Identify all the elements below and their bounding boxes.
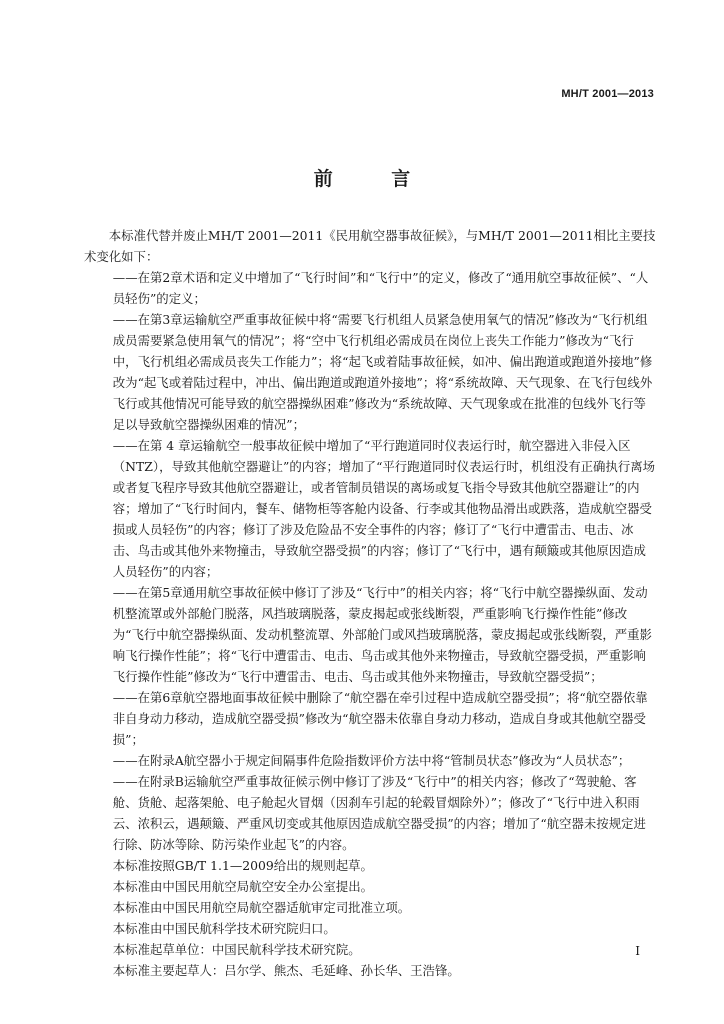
administrator: 本标准由中国民航科学技术研究院归口。 bbox=[112, 921, 336, 936]
drafters: 本标准主要起草人：吕尔学、熊杰、毛延峰、孙长华、王浩锋。 bbox=[112, 963, 460, 978]
page-number: I bbox=[635, 944, 640, 958]
approver: 本标准由中国民用航空局航空器适航审定司批准立项。 bbox=[112, 900, 411, 915]
change-item: ——在第5章通用航空事故征候中修订了涉及“飞行中”的相关内容；将“飞行中航空器操纵面、发动机整流罩或外部舱门脱落，风挡玻璃脱落，蒙皮揭起或张线断裂，严重影响飞行操作性能”修改为“飞行中航空器操纵面、发动机整流罩、外部舱门或风挡玻璃脱落，蒙皮揭起或张线断裂，严重影响飞行操作性能”；将“飞行中遭雷击、电击、鸟击或其他外来物撞击，导致航空器受损，严重影响飞行操作性能”修改为“飞行中遭雷击、电击、鸟击或其他外来物撞击，导致航空器受损”； bbox=[112, 585, 652, 684]
document-code: MH/T 2001—2013 bbox=[561, 88, 654, 100]
change-item: ——在附录B运输航空严重事故征候示例中修订了涉及“飞行中”的相关内容；修改了“驾驶舱、客舱、货舱、起落架舱、电子舱起火冒烟（因刹车引起的轮毂冒烟除外）”；修改了“飞行中进入积雨云、浓积云，遇颠簸、严重风切变或其他原因造成航空器受损”的内容；增加了“航空器未按规定进行除、防冰等除、防污染作业起飞”的内容。 bbox=[112, 774, 646, 852]
changes-list bbox=[88, 267, 658, 855]
intro-paragraph: 本标准代替并废止MH/T 2001—2011《民用航空器事故征候》，与MH/T 2001—2011相比主要技术变化如下： bbox=[84, 228, 656, 264]
document-body bbox=[84, 225, 658, 981]
change-item: ——在第2章术语和定义中增加了“飞行时间”和“飞行中”的定义，修改了“通用航空事故征候”、“人员轻伤”的定义； bbox=[112, 270, 649, 306]
proposer: 本标准由中国民用航空局航空安全办公室提出。 bbox=[112, 879, 373, 894]
change-item: ——在第3章运输航空严重事故征候中将“需要飞行机组人员紧急使用氧气的情况”修改为“飞行机组成员需要紧急使用氧气的情况”；将“空中飞行机组必需成员在岗位上丧失工作能力”修改为“飞行中，飞行机组必需成员丧失工作能力”；将“起飞或着陆事故征候，如冲、偏出跑道或跑道外接地”修改为“起飞或着陆过程中，冲出、偏出跑道或跑道外接地”；将“系统故障、天气现象、在飞行包线外飞行或其他情况可能导致的航空器操纵困难”修改为“系统故障、天气现象或在批准的包线外飞行等足以导致航空器操纵困难的情况”； bbox=[112, 312, 653, 432]
drafting-rules: 本标准按照GB/T 1.1—2009给出的规则起草。 bbox=[112, 858, 373, 873]
change-item: ——在第6章航空器地面事故征候中删除了“航空器在牵引过程中造成航空器受损”；将“航空器依靠非自身动力移动，造成航空器受损”修改为“航空器未依靠自身动力移动，造成自身或其他航空器受损”； bbox=[112, 690, 648, 747]
standard-info bbox=[88, 855, 658, 981]
change-item: ——在附录A航空器小于规定间隔事件危险指数评价方法中将“管制员状态”修改为“人员状态”； bbox=[112, 753, 631, 768]
page-title: 前 言 bbox=[313, 168, 437, 190]
drafting-unit: 本标准起草单位：中国民航科学技术研究院。 bbox=[112, 942, 361, 957]
change-item: ——在第 4 章运输航空一般事故征候中增加了“平行跑道同时仪表运行时，航空器进入非侵入区（NTZ），导致其他航空器避让”的内容；增加了“平行跑道同时仪表运行时，机组没有正确执行离场或者复飞程序导致其他航空器避让，或者管制员错误的离场或复飞指令导致其他航空器避让”的内容；增加了“飞行时间内，餐车、储物柜等客舱内设备、行李或其他物品滑出或跌落，造成航空器受损或人员轻伤”的内容；修订了涉及危险品不安全事件的内容；修订了“飞行中遭雷击、电击、冰击、鸟击或其他外来物撞击，导致航空器受损”的内容；修订了“飞行中，遇有颠簸或其他原因造成人员轻伤”的内容； bbox=[112, 438, 655, 579]
